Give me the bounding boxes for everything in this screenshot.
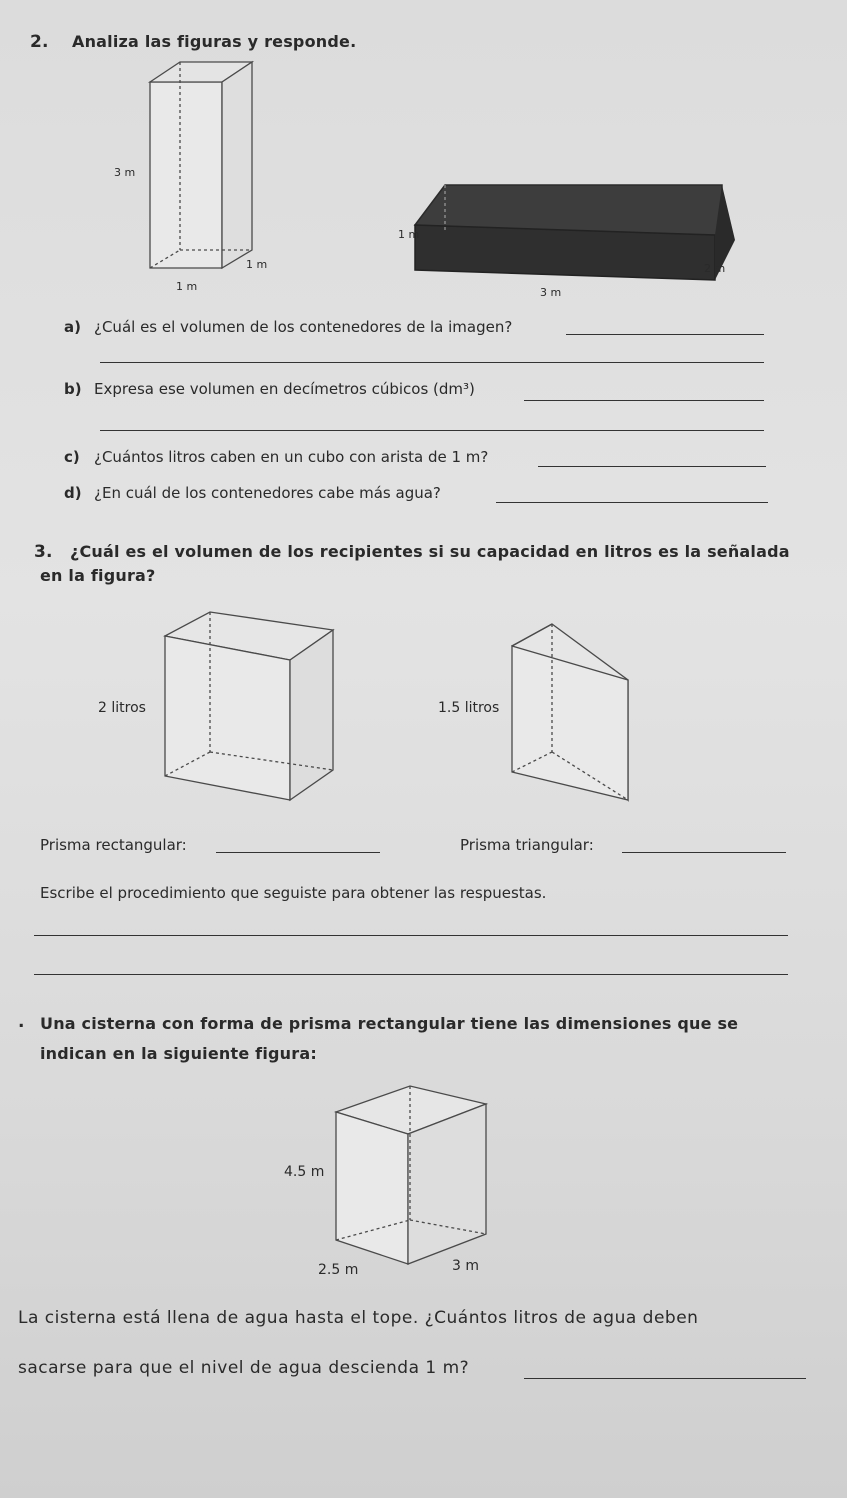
tall-depth-label: 1 m [246,258,268,271]
box-height-label: 1 m [398,228,420,241]
rect-capacity-label: 2 litros [98,700,146,716]
section-4-title-line1: Una cisterna con forma de prisma rectangular tiene las dimensiones que se [40,1014,739,1033]
cistern-answer-line[interactable] [524,1378,806,1379]
question-c-text: ¿Cuántos litros caben en un cubo con arista de 1 m? [94,448,489,466]
tri-answer-label: Prisma triangular: [460,836,594,854]
cistern-height-label: 4.5 m [284,1164,325,1180]
section-4-text-line1: La cisterna está llena de agua hasta el tope. ¿Cuántos litros de agua deben [18,1308,699,1328]
question-a-text: ¿Cuál es el volumen de los contenedores de la imagen? [94,318,513,336]
section-4-bullet: . [18,1012,25,1032]
tall-height-label: 3 m [114,166,136,179]
question-d-label: d) [64,484,82,502]
section-4-text-line2: sacarse para que el nivel de agua descienda 1 m? [18,1358,470,1378]
section-3-title-line2: en la figura? [40,566,156,585]
section-3-title-line1: ¿Cuál es el volumen de los recipientes si su capacidad en litros es la señalada [70,542,790,561]
cistern-width-label: 3 m [452,1258,479,1274]
box-width-label: 3 m [540,286,562,299]
question-d-text: ¿En cuál de los contenedores cabe más agua? [94,484,441,502]
cistern-depth-label: 2.5 m [318,1262,359,1278]
question-a-label: a) [64,318,81,336]
tall-width-label: 1 m [176,280,198,293]
question-c-label: c) [64,448,80,466]
rect-answer-label: Prisma rectangular: [40,836,187,854]
tri-capacity-label: 1.5 litros [438,700,500,716]
section-3-number: 3. [34,542,53,562]
question-b-label: b) [64,380,82,398]
section-2-title: Analiza las figuras y responde. [72,32,357,51]
section-2-number: 2. [30,32,49,52]
box-depth-label: 2 m [704,262,726,275]
section-4-title-line2: indican en la siguiente figura: [40,1044,317,1063]
question-b-text: Expresa ese volumen en decímetros cúbicos (dm³) [94,380,475,398]
procedure-prompt: Escribe el procedimiento que seguiste para obtener las respuestas. [40,884,547,902]
